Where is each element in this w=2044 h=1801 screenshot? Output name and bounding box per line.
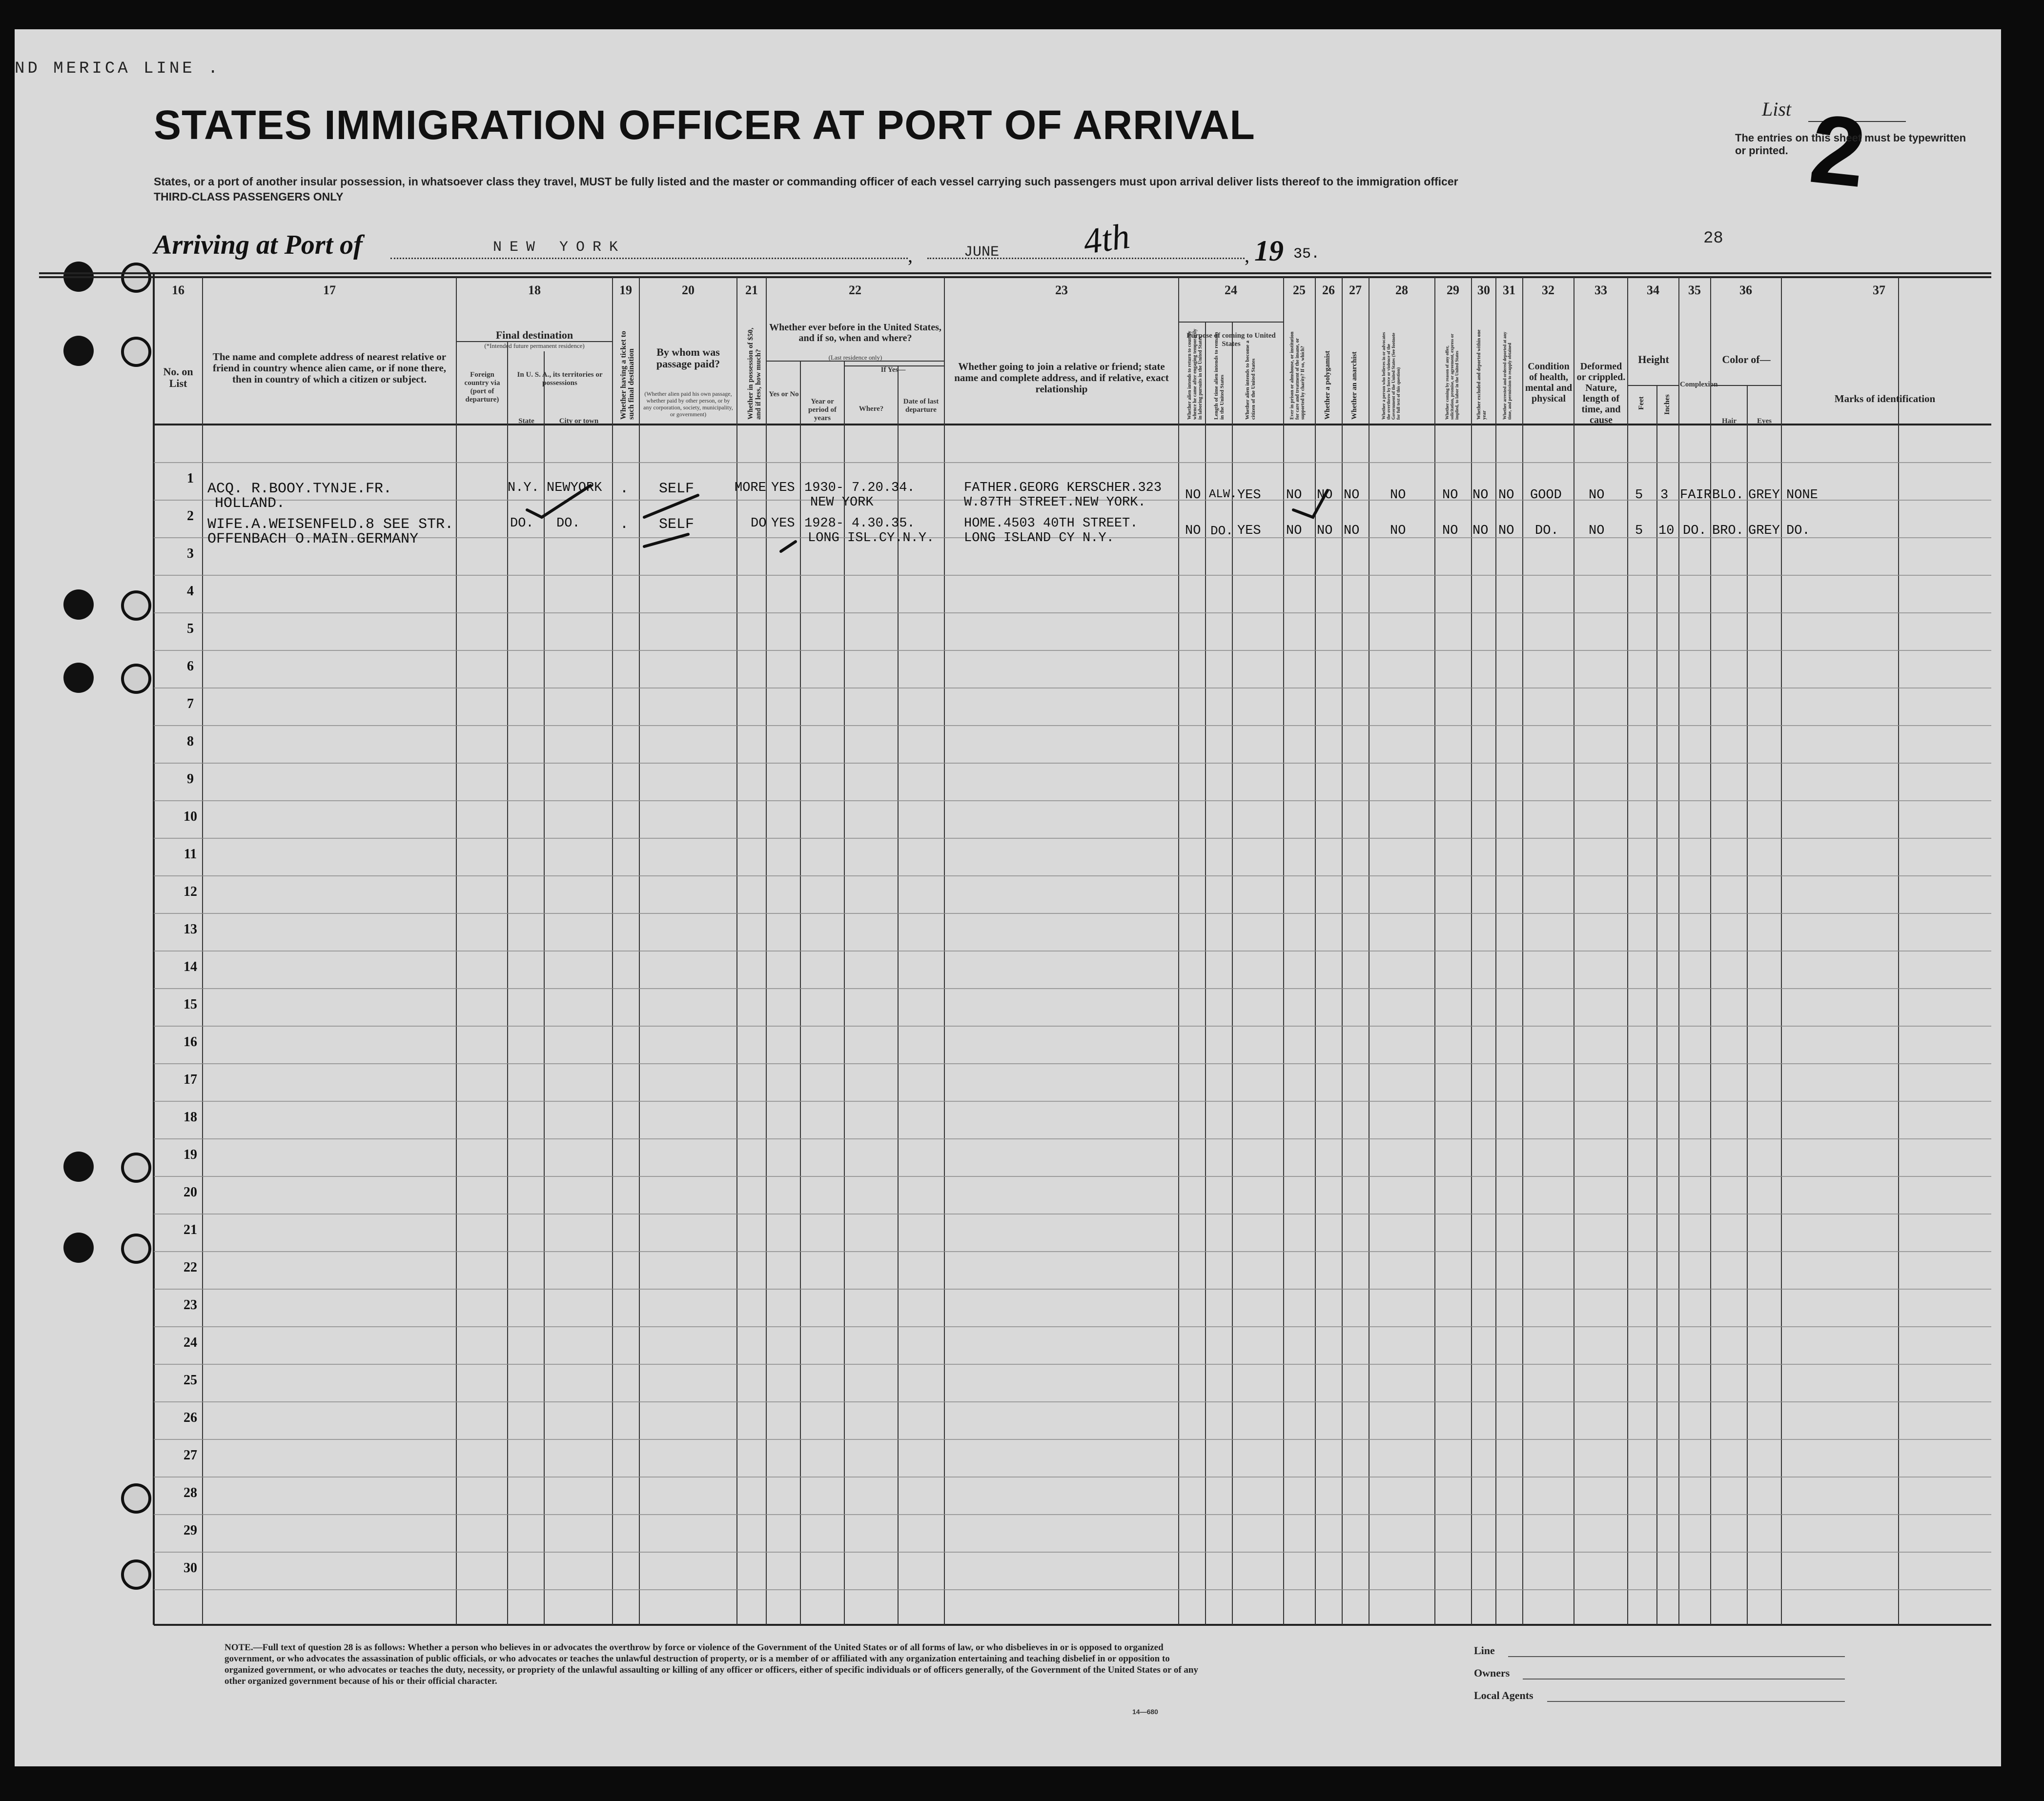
row-number: 18 [184,1110,197,1125]
entry-relative-address: OFFENBACH O.MAIN.GERMANY [207,531,419,547]
header-where: Where? [858,405,884,413]
header-nearest-relative: The name and complete address of nearest relative or friend in country whence alien came, or if none there, then in country of which a citizen or subject. [212,351,447,385]
header-year: Year or period of years [808,398,837,422]
entry-prison: NO [1286,524,1302,538]
header-complexion: Complexion [1680,381,1718,388]
header-citizen: Whether alien intends to become a citizen of the United States [1245,340,1256,420]
header-excluded: Whether excluded and deported within one year [1476,329,1487,420]
entry-anarchist: NO [1344,488,1360,503]
entry-paid-by: SELF [659,516,695,533]
entry-eyes: GREY [1748,524,1780,538]
entry-deformed: NO [1589,524,1605,538]
entry-joining: FATHER.GEORG KERSCHER.323 [964,481,1162,495]
header-health: Condition of health, mental and physical [1525,361,1573,404]
row-number: 5 [187,621,194,636]
row-number: 2 [187,508,194,524]
entry-joining: HOME.4503 40TH STREET. [964,516,1138,531]
header-no-on-list: No. on List [163,365,193,389]
row-number: 12 [184,884,197,899]
header-offer-labor: Whether coming by reason of any offer, solicitation, promise, or agreement, express or implied, to labor in the United States [1445,333,1459,420]
entry-before-yes-no: YES [771,481,795,495]
entry-marks: DO. [1786,524,1810,538]
form-subtitle: States, or a port of another insular possession, in whatsoever class they travel, MUST be fully listed and the master or commanding officer of each vessel carrying such passengers must upon arrival deliver lists thereof to the immigration officer [154,175,1458,188]
comma: , [908,244,913,266]
line-field [1508,1656,1845,1657]
header-deformed: Deformed or crippled. Nature, length of time, and cause [1576,361,1626,425]
entry-joining: W.87TH STREET.NEW YORK. [964,495,1146,510]
header-inches: Inches [1663,394,1671,415]
col-number-37: 37 [1873,283,1885,297]
form-number: 14—680 [1132,1708,1158,1716]
col-number-35: 35 [1688,283,1701,297]
list-number-handwritten: 2 [1805,94,1871,208]
entry-state: N.Y. [508,481,539,495]
row-number: 25 [184,1373,197,1388]
col-number-17: 17 [323,283,336,297]
col-number-25: 25 [1293,283,1306,297]
col-number-16: 16 [172,283,184,297]
page-title: STATES IMMIGRATION OFFICER AT PORT OF ARRIVAL [154,102,1255,148]
entry-before-yes-no: YES [771,516,795,531]
entry-offer-labor: NO [1442,524,1458,538]
local-agents-field [1547,1701,1845,1702]
entry-hair: BLO. [1712,488,1744,503]
col-number-31: 31 [1503,283,1515,297]
header-passage-paid-note: (Whether alien paid his own passage, whether paid by other person, or by any corporation, society, municipality, or government) [643,390,733,418]
entry-length-of-stay: DO. [1210,524,1233,538]
col-number-24: 24 [1225,283,1237,297]
col-number-26: 26 [1322,283,1335,297]
entry-overthrow: NO [1390,524,1406,538]
row-number: 6 [187,659,194,674]
line-label: Line [1474,1644,1495,1657]
header-marks: Marks of identification [1834,393,1936,405]
entry-state: DO. [510,516,534,531]
header-final-destination: Final destination [495,329,573,341]
row-number: 14 [184,959,197,974]
entry-deported: NO [1498,524,1514,538]
col-number-30: 30 [1477,283,1490,297]
owners-label: Owners [1474,1667,1510,1679]
entry-city: DO. [556,516,580,531]
entry-inches: 10 [1658,524,1675,538]
entry-polygamist: NO [1317,488,1333,503]
col-number-33: 33 [1594,283,1607,297]
entry-relative-address: WIFE.A.WEISENFELD.8 SEE STR. [207,516,454,533]
row-number: 16 [184,1034,197,1050]
col-number-19: 19 [619,283,632,297]
row-number: 27 [184,1448,197,1463]
entry-health: DO. [1535,524,1559,538]
row-number: 30 [184,1560,197,1576]
entry-excluded: NO [1472,488,1489,503]
header-eyes: Eyes [1757,417,1772,425]
entry-purpose-return: NO [1185,524,1201,538]
row-number: 22 [184,1260,197,1275]
entry-last-departure: 4.30.35. [852,516,915,531]
entry-hair: BRO. [1712,524,1744,538]
header-ever-before: Whether ever before in the United States, and if so, when and where? [769,322,941,344]
row-number: 8 [187,734,194,749]
entry-offer-labor: NO [1442,488,1458,503]
col-number-21: 21 [745,283,758,297]
entry-money: MORE [735,481,766,495]
header-purpose-return: Whether alien intends to return to country whence he came after engaging temporarily in laboring pursuits in the United States [1187,328,1203,420]
footnote-question-28: NOTE.—Full text of question 28 is as follows: Whether a person who believes in or advocates the overthrow by force or violence of the Government of the United States or of all forms of law, or who disbelieves in or is opposed to organized government, or who advocates the assassination of public officials, or who advocates or teaches the unlawful destruction of property, or is a member of or affiliated with any organization entertaining and teaching disbelief in or opposition to organized government, or who advocates or teaches the duty, necessity, or propriety of the unlawful assaulting or killing of any officer or officers, either of specific individuals or of officers generally, of the Government of the United States or of any other organized government because of his or their official character. [225,1642,1198,1686]
header-state: State [518,417,534,425]
row-number: 7 [187,696,194,711]
col-number-18: 18 [528,283,541,297]
row-number: 13 [184,922,197,937]
row-number: 15 [184,997,197,1012]
manifest-sheet [15,29,2001,1766]
col-number-32: 32 [1542,283,1554,297]
entry-eyes: GREY [1748,488,1780,503]
row-number: 26 [184,1410,197,1425]
entry-complexion: DO. [1683,524,1707,538]
entry-ticket: . [620,516,629,533]
row-number: 4 [187,584,194,599]
header-if-yes: If Yes— [880,366,906,374]
header-foreign-country: Foreign country via (port of departure) [464,371,500,404]
entry-deformed: NO [1589,488,1605,503]
entry-paid-by: SELF [659,481,695,497]
header-last-residence: (Last residence only) [828,354,882,361]
typewritten-note: The entries on this sheet must be typewritten or printed. [1735,132,1966,157]
entry-before-where: LONG ISL.CY.N.Y. [808,531,935,546]
header-feet: Feet [1637,396,1645,410]
entry-ticket: . [620,481,629,497]
row-number: 20 [184,1185,197,1200]
header-city: City or town [559,417,599,425]
header-purpose: Purpose of coming to United States [1186,332,1276,348]
year-prefix: 19 [1254,235,1284,267]
entry-relative-address: ACQ. R.BOOY.TYNJE.FR. [207,481,392,497]
entry-feet: 5 [1635,488,1643,503]
entry-anarchist: NO [1344,524,1360,538]
row-number: 19 [184,1147,197,1162]
entry-last-departure: 7.20.34. [852,481,915,495]
header-hair: Hair [1722,417,1737,425]
row-number: 23 [184,1297,197,1313]
row-number: 29 [184,1523,197,1538]
col-number-20: 20 [682,283,695,297]
header-overthrow: Whether a person who believes in or advocates the overthrow by force or violence of the Government of the United States (See footnote for full text of this question) [1381,332,1401,420]
entry-polygamist: NO [1317,524,1333,538]
arriving-label: Arriving at Port of [154,230,363,260]
entry-money: DO [751,516,767,531]
col-number-29: 29 [1447,283,1459,297]
day-handwritten: 4th [1081,216,1132,263]
entry-city: NEWYORK [547,481,602,495]
entry-health: GOOD [1530,488,1562,503]
row-number: 1 [187,471,194,486]
entry-feet: 5 [1635,524,1643,538]
header-in-usa: In U. S. A., its territories or possessions [517,371,603,387]
local-agents-label: Local Agents [1474,1689,1533,1701]
header-joining: Whether going to join a relative or friend; state name and complete address, and if relative, exact relationship [954,361,1169,395]
entry-excluded: NO [1472,524,1489,538]
header-deported: Whether arrested and ordered deported at any time, and permission to reapply obtained [1502,332,1512,420]
header-final-destination-note: (*Intended future permanent residence) [484,342,585,349]
col-number-23: 23 [1055,283,1068,297]
sheet-number: 28 [1703,229,1723,248]
entry-citizen: YES [1237,488,1261,503]
col-number-22: 22 [849,283,861,297]
row-number: 9 [187,771,194,787]
entry-before-where: NEW YORK [810,495,874,510]
col-number-27: 27 [1349,283,1362,297]
row-number: 17 [184,1072,197,1087]
manifest-grid [15,29,2001,1766]
entry-deported: NO [1498,488,1514,503]
entry-overthrow: NO [1390,488,1406,503]
entry-prison: NO [1286,488,1302,503]
entry-before-years: 1928- [804,516,844,531]
col-number-36: 36 [1739,283,1752,297]
col-number-28: 28 [1395,283,1408,297]
row-number: 11 [184,847,197,862]
row-number: 21 [184,1222,197,1237]
header-passage-paid: By whom was passage paid? [656,346,720,370]
row-number: 28 [184,1485,197,1500]
entry-relative-address: HOLLAND. [215,495,286,512]
entry-before-years: 1930- [804,481,844,495]
entry-inches: 3 [1660,488,1669,503]
shipping-line-heading: ND MERICA LINE . [15,60,221,78]
header-color-of: Color of— [1722,353,1771,365]
port-value: NEW YORK [493,239,626,256]
row-number: 10 [184,809,197,824]
entry-citizen: YES [1237,524,1261,538]
header-ticket: Whether having a ticket to such final destination [619,331,635,420]
header-length-of-stay: Length of time alien intends to remain in the United States [1213,332,1225,420]
header-yes-no: Yes or No [769,390,799,398]
owners-field [1523,1679,1845,1680]
header-polygamist: Whether a polygamist [1324,350,1331,420]
entry-length-of-stay: ALW. [1209,488,1237,501]
entry-joining: LONG ISLAND CY N.Y. [964,531,1114,546]
entry-marks: NONE [1786,488,1818,503]
list-label: List [1762,98,1792,120]
entry-purpose-return: NO [1185,488,1201,503]
entry-complexion: FAIR [1680,488,1712,503]
header-money: Whether in possession of $50, and if less, how much? [747,327,762,420]
row-number: 24 [184,1335,197,1350]
header-height: Height [1638,353,1669,365]
third-class-label: THIRD-CLASS PASSENGERS ONLY [154,190,344,203]
col-number-34: 34 [1647,283,1659,297]
header-anarchist: Whether an anarchist [1350,351,1358,420]
row-number: 3 [187,546,194,561]
header-prison: Ever in prison or almshouse, or institution for care and treatment of the insane, or supported by charity? If so, which? [1289,331,1306,420]
comma: , [1245,244,1249,266]
header-date-departure: Date of last departure [903,398,939,414]
month-value: JUNE [964,244,1000,261]
year-suffix: 35. [1293,246,1320,263]
